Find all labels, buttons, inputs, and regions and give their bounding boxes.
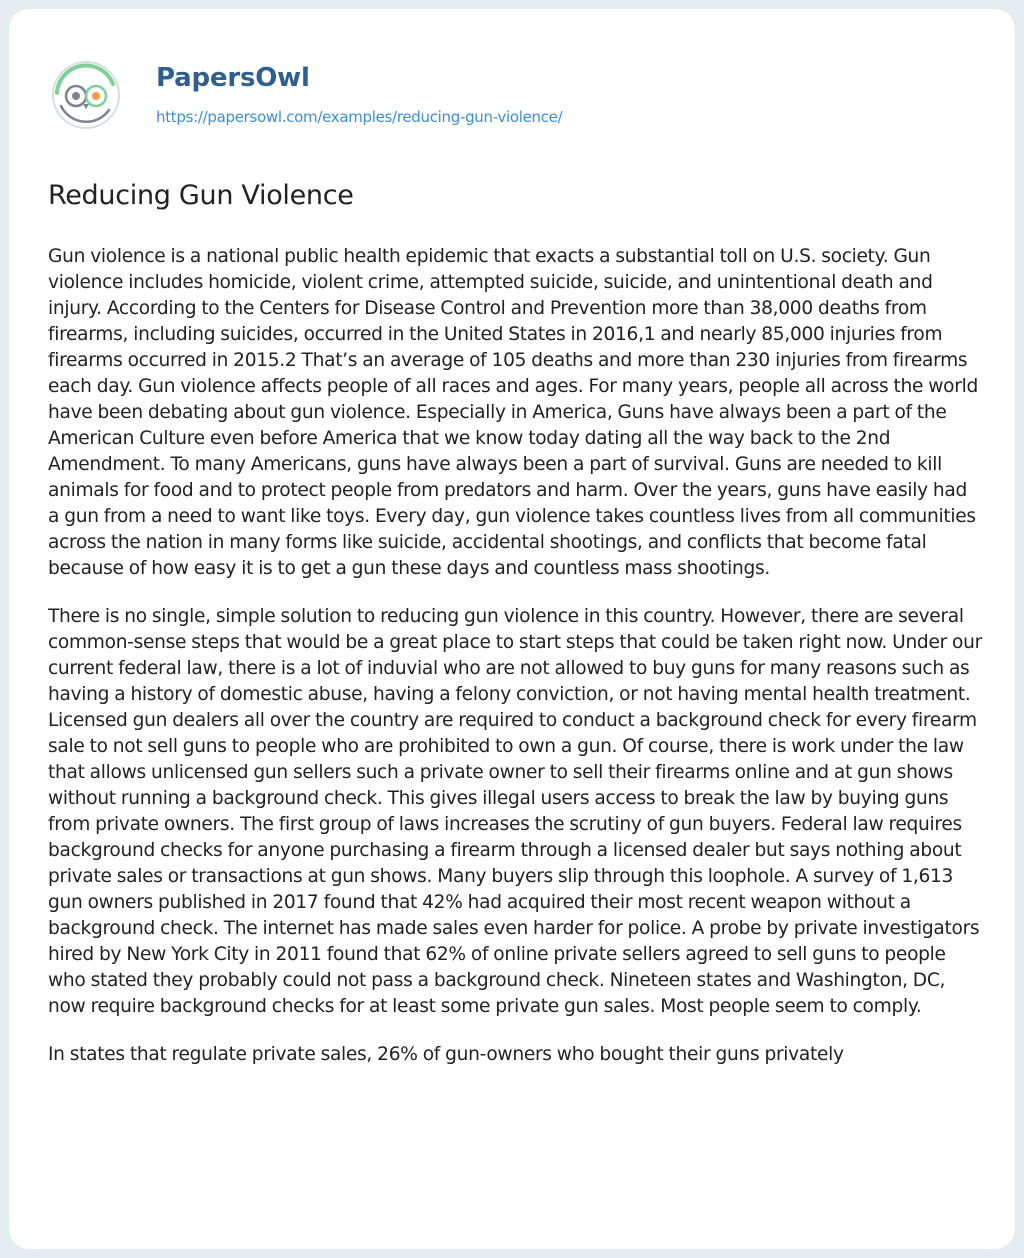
brand-name[interactable]: PapersOwl <box>156 63 310 93</box>
essay-paragraph: There is no single, simple solution to reducing gun violence in this country. However, there are several common-sense steps that would be a great place to start steps that could be taken right now. Under our current federal law, there is a lot of induvial who are not allowed to buy guns for many reasons such as having a history of domestic abuse, having a felony conviction, or not having mental health treatment. Licensed gun dealers all over the country are required to conduct a background check for every firearm sale to not sell guns to people who are prohibited to own a gun. Of course, there is work under the law that allows unlicensed gun sellers such a private owner to sell their firearms online and at gun shows without running a background check. This gives illegal users access to break the law by buying guns from private owners. The first group of laws increases the scrutiny of gun buyers. Federal law requires background checks for anyone purchasing a firearm through a licensed dealer but says nothing about private sales or transactions at gun shows. Many buyers slip through this loophole. A survey of 1,613 gun owners published in 2017 found that 42% had acquired their most recent weapon without a background check. The internet has made sales even harder for police. A probe by private investigators hired by New York City in 2011 found that 62% of online private sellers agreed to sell guns to people who stated they probably could not pass a background check. Nineteen states and Washington, DC, now require background checks for at least some private gun sales. Most people seem to comply. <box>48 606 982 1017</box>
source-url[interactable]: https://papersowl.com/examples/reducing-gun-violence/ <box>156 108 563 126</box>
essay-title: Reducing Gun Violence <box>48 180 354 211</box>
owl-logo-icon <box>51 60 121 130</box>
site-header <box>9 9 1015 159</box>
essay-paragraph: In states that regulate private sales, 26% of gun-owners who bought their guns privately <box>48 1044 844 1065</box>
essay-body <box>48 244 983 1090</box>
essay-paragraph: Gun violence is a national public health epidemic that exacts a substantial toll on U.S. society. Gun violence includes homicide, violent crime, attempted suicide, suicide, and unintentional death and injury. According to the Centers for Disease Control and Prevention more than 38,000 deaths from firearms, including suicides, occurred in the United States in 2016,1 and nearly 85,000 injuries from firearms occurred in 2015.2 That’s an average of 105 deaths and more than 230 injuries from firearms each day. Gun violence affects people of all races and ages. For many years, people all across the world have been debating about gun violence. Especially in America, Guns have always been a part of the American Culture even before America that we know today dating all the way back to the 2nd Amendment. To many Americans, guns have always been a part of survival. Guns are needed to kill animals for food and to protect people from predators and harm. Over the years, guns have easily had a gun from a need to want like toys. Every day, gun violence takes countless lives from all communities across the nation in many forms like suicide, accidental shootings, and conflicts that become fatal because of how easy it is to get a gun these days and countless mass shootings. <box>48 246 978 579</box>
document-page <box>9 9 1015 1249</box>
